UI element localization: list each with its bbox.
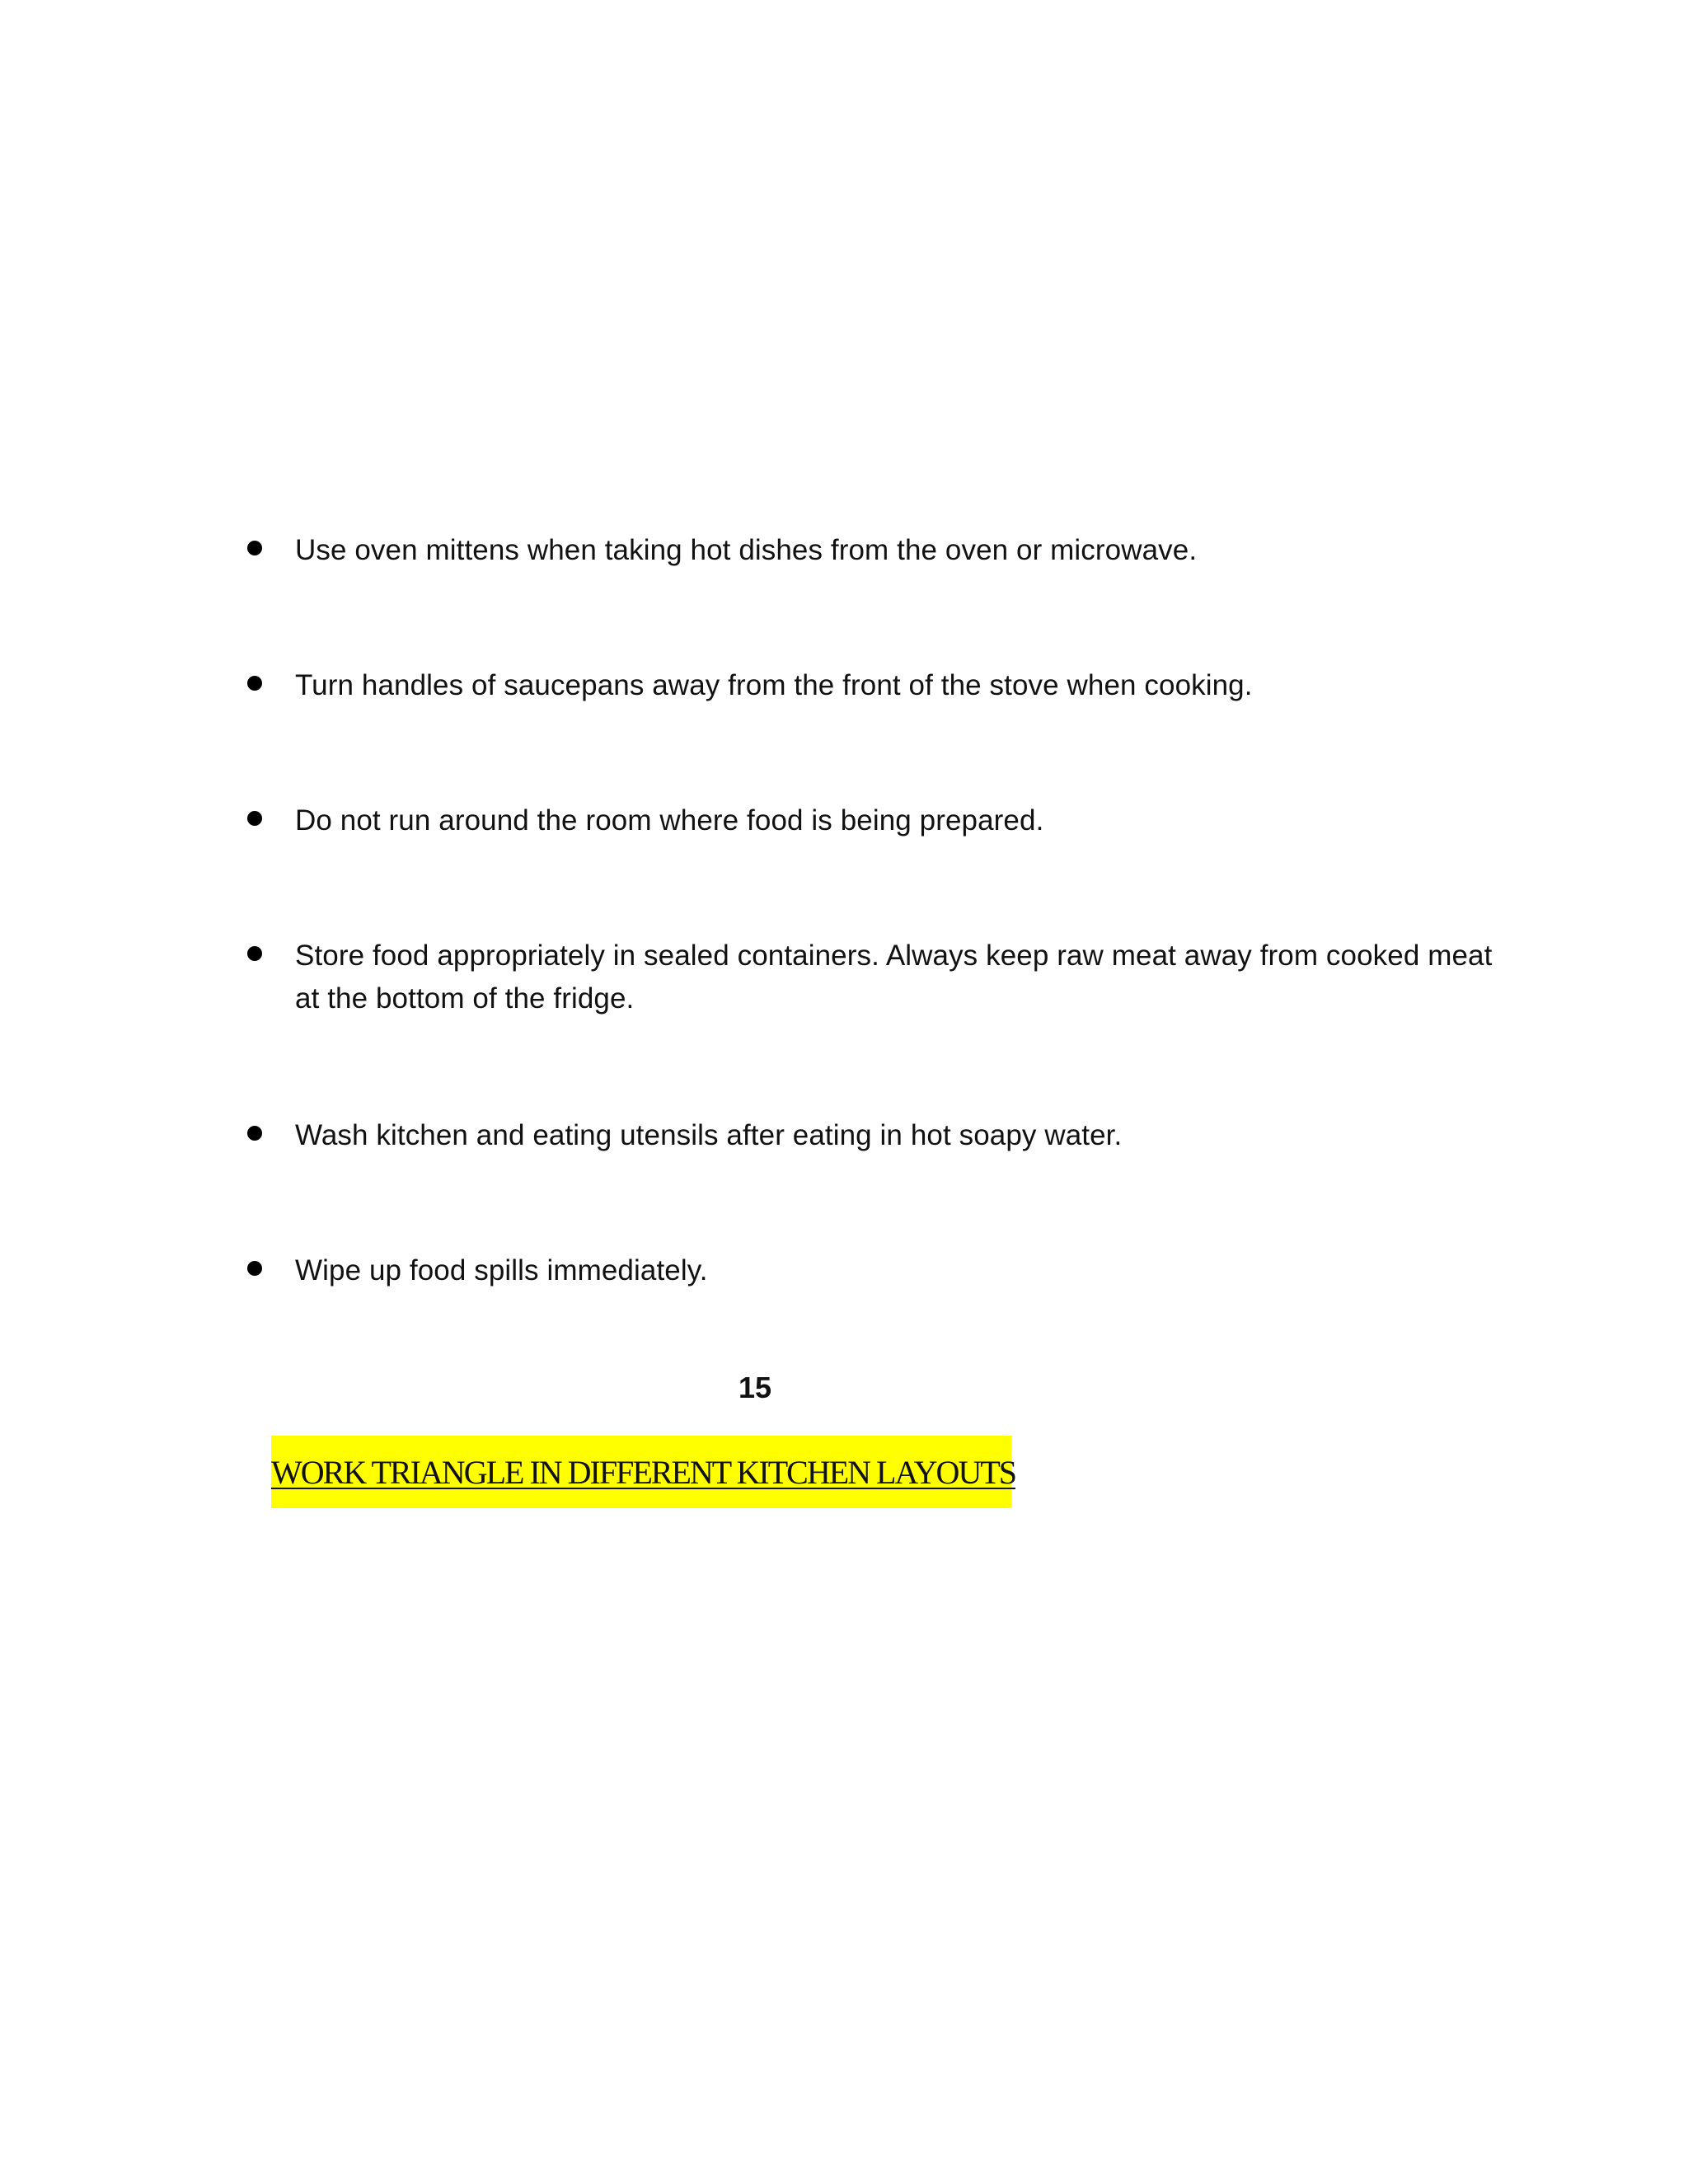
bullet-icon bbox=[247, 811, 262, 826]
list-item-text: Store food appropriately in sealed containers. Always keep raw meat away from cooked meat at the bottom of the fridge. bbox=[295, 940, 1493, 1015]
list-item-text: Wash kitchen and eating utensils after eating in hot soapy water. bbox=[295, 1119, 1123, 1151]
list-item-text: Turn handles of saucepans away from the front of the stove when cooking. bbox=[295, 669, 1253, 701]
list-item bbox=[247, 529, 1500, 572]
page-number: 15 bbox=[738, 1371, 772, 1404]
list-item-text: Use oven mittens when taking hot dishes from the oven or microwave. bbox=[295, 534, 1198, 566]
bullet-icon bbox=[247, 676, 262, 691]
list-item bbox=[247, 799, 1500, 842]
bullet-icon bbox=[247, 1126, 262, 1141]
list-item bbox=[247, 935, 1500, 1020]
bullet-icon bbox=[247, 541, 262, 555]
section-heading: WORK TRIANGLE IN DIFFERENT KITCHEN LAYOUTS bbox=[271, 1453, 1016, 1491]
list-item bbox=[247, 1249, 1500, 1292]
section-heading-highlight bbox=[271, 1436, 1016, 1508]
list-item-text: Do not run around the room where food is being prepared. bbox=[295, 804, 1044, 837]
list-item bbox=[247, 664, 1500, 707]
list-item-text: Wipe up food spills immediately. bbox=[295, 1254, 708, 1286]
list-item bbox=[247, 1114, 1500, 1157]
bullet-icon bbox=[247, 946, 262, 961]
bullet-icon bbox=[247, 1261, 262, 1276]
